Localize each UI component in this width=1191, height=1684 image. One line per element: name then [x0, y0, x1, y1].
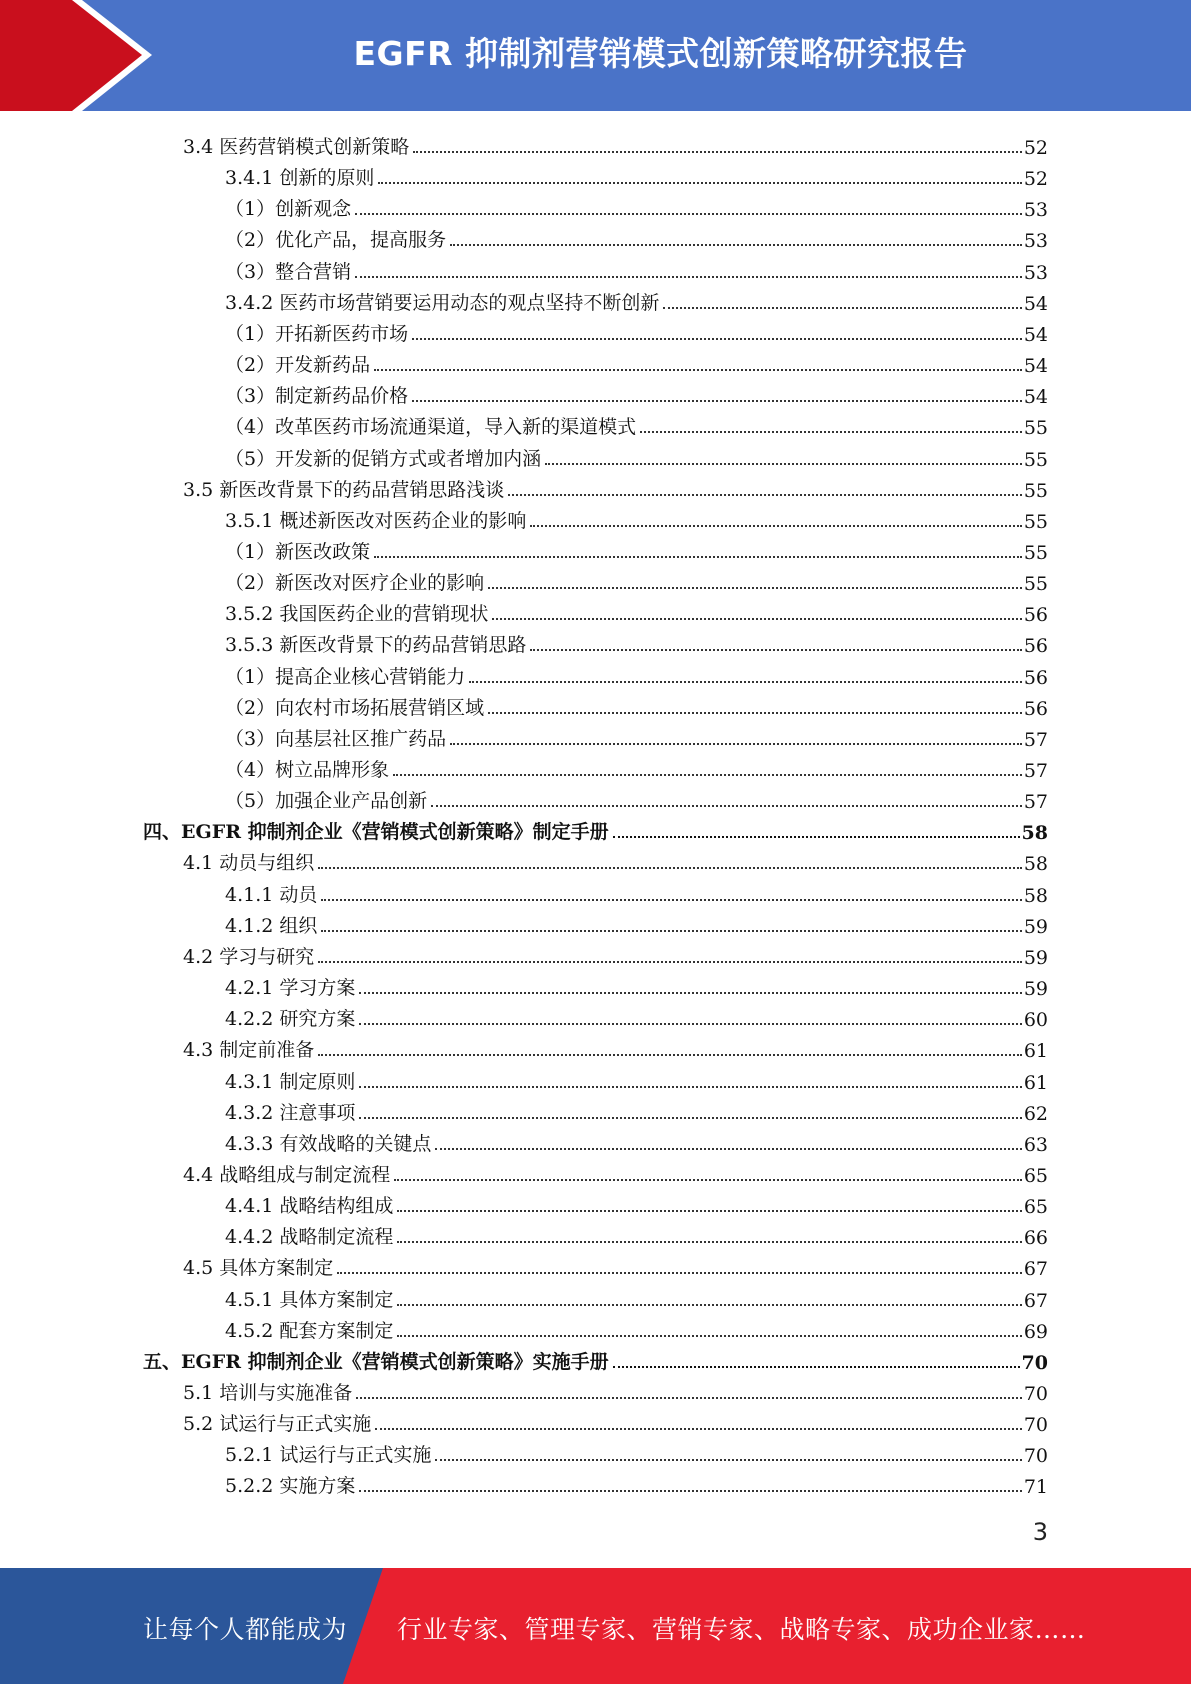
toc-dot-leader	[318, 867, 1022, 869]
toc-entry-page: 54	[1023, 355, 1048, 378]
toc-entry-label: （1）新医改政策	[225, 540, 371, 563]
toc-dot-leader	[359, 1023, 1021, 1025]
toc-entry[interactable]	[225, 1312, 1048, 1343]
toc-entry[interactable]	[183, 1031, 1048, 1062]
toc-entry-label: （5）开发新的促销方式或者增加内涵	[225, 447, 542, 470]
toc-entry-page: 56	[1023, 666, 1048, 689]
toc-entry-label: （1）提高企业核心营销能力	[225, 665, 466, 688]
toc-entry-label: 5.2 试运行与正式实施	[183, 1413, 372, 1436]
toc-entry-label: 4.2.2 研究方案	[225, 1008, 356, 1031]
toc-dot-leader	[359, 1490, 1021, 1492]
toc-entry-label: 4.5 具体方案制定	[183, 1257, 334, 1280]
toc-entry-label: （4）树立品牌形象	[225, 759, 390, 781]
toc-entry-page: 61	[1023, 1071, 1048, 1094]
toc-entry[interactable]	[183, 938, 1048, 969]
toc-entry-page: 56	[1023, 604, 1048, 627]
toc-dot-leader	[321, 899, 1021, 901]
toc-entry-page: 54	[1023, 292, 1048, 315]
toc-entry-page: 54	[1023, 386, 1048, 409]
toc-dot-leader	[450, 244, 1022, 246]
toc-dot-leader	[530, 649, 1021, 651]
toc-entry[interactable]	[225, 190, 1048, 221]
toc-entry-label: （4）改革医药市场流通渠道，导入新的渠道模式	[225, 416, 637, 439]
toc-entry-page: 57	[1023, 791, 1048, 814]
toc-entry-label: （3）制定新药品价格	[225, 385, 409, 408]
toc-entry-label: 4.2 学习与研究	[183, 945, 315, 968]
toc-entry-page: 69	[1023, 1320, 1048, 1343]
toc-entry[interactable]	[225, 315, 1048, 346]
toc-entry-page: 55	[1023, 573, 1048, 596]
toc-dot-leader	[663, 307, 1021, 309]
toc-entry[interactable]	[183, 1249, 1048, 1280]
toc-entry[interactable]	[183, 1405, 1048, 1436]
toc-entry-label: 4.3.3 有效战略的关键点	[225, 1132, 432, 1155]
toc-entry-page: 65	[1023, 1196, 1048, 1219]
toc-entry-label: （2）新医改对医疗企业的影响	[225, 572, 485, 595]
toc-entry-page: 55	[1023, 510, 1048, 533]
toc-entry[interactable]	[225, 1218, 1048, 1249]
report-title: EGFR 抑制剂营销模式创新策略研究报告	[353, 34, 968, 73]
toc-entry-label: （3）整合营销	[225, 260, 352, 283]
toc-dot-leader	[374, 556, 1022, 558]
toc-entry-page: 63	[1023, 1133, 1048, 1156]
toc-entry-page: 61	[1023, 1040, 1048, 1063]
toc-dot-leader	[378, 182, 1021, 184]
toc-entry-page: 70	[1023, 1414, 1048, 1437]
toc-entry[interactable]	[225, 221, 1048, 252]
toc-entry-page: 67	[1023, 1258, 1048, 1281]
toc-entry-page: 53	[1023, 230, 1048, 253]
toc-dot-leader	[613, 1366, 1020, 1368]
toc-entry-page: 52	[1023, 137, 1048, 159]
toc-dot-leader	[530, 525, 1021, 527]
toc-dot-leader	[355, 213, 1022, 215]
toc-entry-page: 55	[1023, 448, 1048, 471]
toc-entry[interactable]	[225, 346, 1048, 377]
toc-entry-page: 66	[1023, 1227, 1048, 1250]
toc-entry-page: 58	[1021, 822, 1048, 845]
toc-entry-label: 4.4.1 战略结构组成	[225, 1195, 394, 1218]
toc-entry-label: 5.2.1 试运行与正式实施	[225, 1444, 432, 1467]
toc-entry-label: 4.4.2 战略制定流程	[225, 1226, 394, 1249]
toc-entry-page: 56	[1023, 697, 1048, 720]
toc-entry[interactable]	[225, 689, 1048, 720]
toc-entry[interactable]	[225, 502, 1048, 533]
toc-entry[interactable]	[225, 159, 1048, 190]
toc-dot-leader	[413, 151, 1022, 153]
toc-entry-label: （5）加强企业产品创新	[225, 790, 428, 813]
toc-dot-leader	[492, 618, 1021, 620]
toc-dot-leader	[397, 1210, 1021, 1212]
page-number: 3	[1032, 1518, 1048, 1546]
toc-entry-label: 4.3.2 注意事项	[225, 1101, 356, 1124]
toc-dot-leader	[412, 338, 1022, 340]
toc-dot-leader	[393, 774, 1022, 776]
toc-entry-label: （3）向基层社区推广药品	[225, 727, 447, 750]
toc-entry-page: 59	[1023, 915, 1048, 938]
toc-entry[interactable]	[183, 471, 1048, 502]
toc-dot-leader	[355, 276, 1022, 278]
toc-entry-label: 4.4 战略组成与制定流程	[183, 1163, 391, 1186]
toc-entry-page: 65	[1023, 1164, 1048, 1187]
toc-entry-label: 3.5.3 新医改背景下的药品营销思路	[225, 634, 527, 657]
toc-dot-leader	[640, 431, 1022, 433]
page-header	[0, 0, 1191, 111]
toc-dot-leader	[321, 930, 1021, 932]
toc-entry-label: 4.1 动员与组织	[183, 852, 315, 875]
toc-entry-label: 3.4.1 创新的原则	[225, 167, 375, 190]
toc-entry-page: 67	[1023, 1289, 1048, 1312]
toc-entry-label: （1）开拓新医药市场	[225, 322, 409, 345]
footer-slogan-left: 让每个人都能成为	[143, 1615, 348, 1644]
toc-entry[interactable]	[225, 595, 1048, 626]
toc-entry-label: 3.5 新医改背景下的药品营销思路浅谈	[183, 478, 505, 501]
toc-entry[interactable]	[225, 720, 1048, 751]
toc-entry-label: 4.1.2 组织	[225, 914, 318, 937]
toc-entry-page: 59	[1023, 978, 1048, 1001]
toc-entry[interactable]	[225, 533, 1048, 564]
toc-entry[interactable]	[225, 1436, 1048, 1467]
toc-entry-label: 5.2.2 实施方案	[225, 1475, 356, 1498]
toc-entry-page: 55	[1023, 541, 1048, 564]
toc-entry-label: 4.2.1 学习方案	[225, 977, 356, 1000]
toc-entry-page: 55	[1023, 417, 1048, 440]
toc-entry[interactable]	[143, 1343, 1048, 1374]
toc-entry[interactable]	[183, 128, 1048, 159]
toc-entry-label: （1）创新观念	[225, 198, 352, 221]
toc-entry-page: 57	[1023, 760, 1048, 782]
toc-dot-leader	[374, 369, 1022, 371]
toc-entry-label: 四、EGFR 抑制剂企业《营销模式创新策略》制定手册	[143, 821, 609, 844]
toc-entry-label: 五、EGFR 抑制剂企业《营销模式创新策略》实施手册	[143, 1350, 609, 1373]
toc-entry[interactable]	[183, 844, 1048, 875]
footer-slogan-right: 行业专家、管理专家、营销专家、战略专家、成功企业家……	[397, 1615, 1086, 1644]
toc-entry-label: 3.5.2 我国医药企业的营销现状	[225, 603, 489, 626]
toc-dot-leader	[488, 587, 1022, 589]
toc-entry[interactable]	[225, 1187, 1048, 1218]
toc-entry-label: 4.5.1 具体方案制定	[225, 1288, 394, 1311]
toc-dot-leader	[545, 463, 1022, 465]
toc-entry-page: 56	[1023, 635, 1048, 658]
toc-dot-leader	[435, 1148, 1021, 1150]
toc-entry-page: 55	[1023, 479, 1048, 502]
toc-entry-label: 4.3 制定前准备	[183, 1039, 315, 1062]
toc-entry[interactable]	[225, 876, 1048, 907]
toc-dot-leader	[450, 743, 1022, 745]
toc-entry-page: 59	[1023, 946, 1048, 969]
toc-entry[interactable]	[225, 440, 1048, 471]
toc-entry-page: 57	[1023, 728, 1048, 751]
toc-entry[interactable]	[225, 1000, 1048, 1031]
toc-entry[interactable]	[225, 1281, 1048, 1312]
toc-entry[interactable]	[225, 969, 1048, 1000]
toc-dot-leader	[375, 1428, 1022, 1430]
toc-entry[interactable]	[225, 1467, 1048, 1498]
toc-entry[interactable]	[225, 408, 1048, 439]
toc-entry-label: 5.1 培训与实施准备	[183, 1382, 353, 1404]
toc-entry-label: 3.5.1 概述新医改对医药企业的影响	[225, 509, 527, 532]
toc-entry-page: 71	[1023, 1476, 1048, 1499]
toc-entry-label: 3.4.2 医药市场营销要运用动态的观点坚持不断创新	[225, 291, 660, 314]
toc-entry-label: 4.1.1 动员	[225, 883, 318, 906]
toc-entry-page: 53	[1023, 261, 1048, 284]
toc-entry[interactable]	[143, 813, 1048, 844]
toc-dot-leader	[359, 1117, 1021, 1119]
toc-entry-label: （2）向农村市场拓展营销区域	[225, 696, 485, 719]
toc-entry-label: 3.4 医药营销模式创新策略	[183, 136, 410, 158]
toc-entry[interactable]	[225, 1094, 1048, 1125]
toc-dot-leader	[613, 836, 1020, 838]
toc-entry-page: 62	[1023, 1102, 1048, 1125]
toc-entry-label: （2）开发新药品	[225, 354, 371, 377]
toc-dot-leader	[469, 681, 1022, 683]
toc-entry[interactable]	[225, 751, 1048, 782]
toc-entry-page: 52	[1023, 168, 1048, 191]
toc-entry[interactable]	[225, 626, 1048, 657]
toc-entry[interactable]	[225, 1125, 1048, 1156]
toc-dot-leader	[435, 1459, 1021, 1461]
toc-entry[interactable]	[225, 658, 1048, 689]
toc-entry[interactable]	[225, 564, 1048, 595]
toc-dot-leader	[397, 1304, 1021, 1306]
toc-dot-leader	[318, 961, 1022, 963]
toc-entry-label: 4.3.1 制定原则	[225, 1070, 356, 1093]
toc-entry[interactable]	[225, 253, 1048, 284]
toc-dot-leader	[397, 1335, 1021, 1337]
toc-dot-leader	[359, 992, 1021, 994]
toc-dot-leader	[508, 494, 1022, 496]
toc-entry[interactable]	[183, 1374, 1048, 1405]
toc-entry-page: 53	[1023, 199, 1048, 222]
page-footer	[0, 1568, 1191, 1684]
toc-entry[interactable]	[225, 284, 1048, 315]
toc-entry[interactable]	[225, 377, 1048, 408]
toc-entry[interactable]	[225, 907, 1048, 938]
toc-dot-leader	[412, 400, 1022, 402]
toc-dot-leader	[488, 712, 1022, 714]
toc-dot-leader	[337, 1272, 1022, 1274]
toc-entry-label: 4.5.2 配套方案制定	[225, 1319, 394, 1342]
toc-entry-page: 70	[1023, 1445, 1048, 1468]
toc-dot-leader	[359, 1086, 1021, 1088]
toc-dot-leader	[318, 1054, 1022, 1056]
toc-entry[interactable]	[183, 1156, 1048, 1187]
toc-dot-leader	[394, 1179, 1022, 1181]
toc-dot-leader	[431, 805, 1022, 807]
toc-entry-page: 54	[1023, 323, 1048, 346]
toc-entry-page: 70	[1021, 1351, 1048, 1374]
toc-entry-page: 60	[1023, 1009, 1048, 1032]
toc-entry[interactable]	[225, 782, 1048, 813]
toc-entry-label: （2）优化产品，提高服务	[225, 229, 447, 252]
toc-entry-page: 58	[1023, 853, 1048, 876]
toc-entry-page: 58	[1023, 884, 1048, 907]
toc-dot-leader	[397, 1241, 1021, 1243]
toc-dot-leader	[356, 1397, 1022, 1399]
toc-entry[interactable]	[225, 1063, 1048, 1094]
toc-entry-page: 70	[1023, 1383, 1048, 1405]
